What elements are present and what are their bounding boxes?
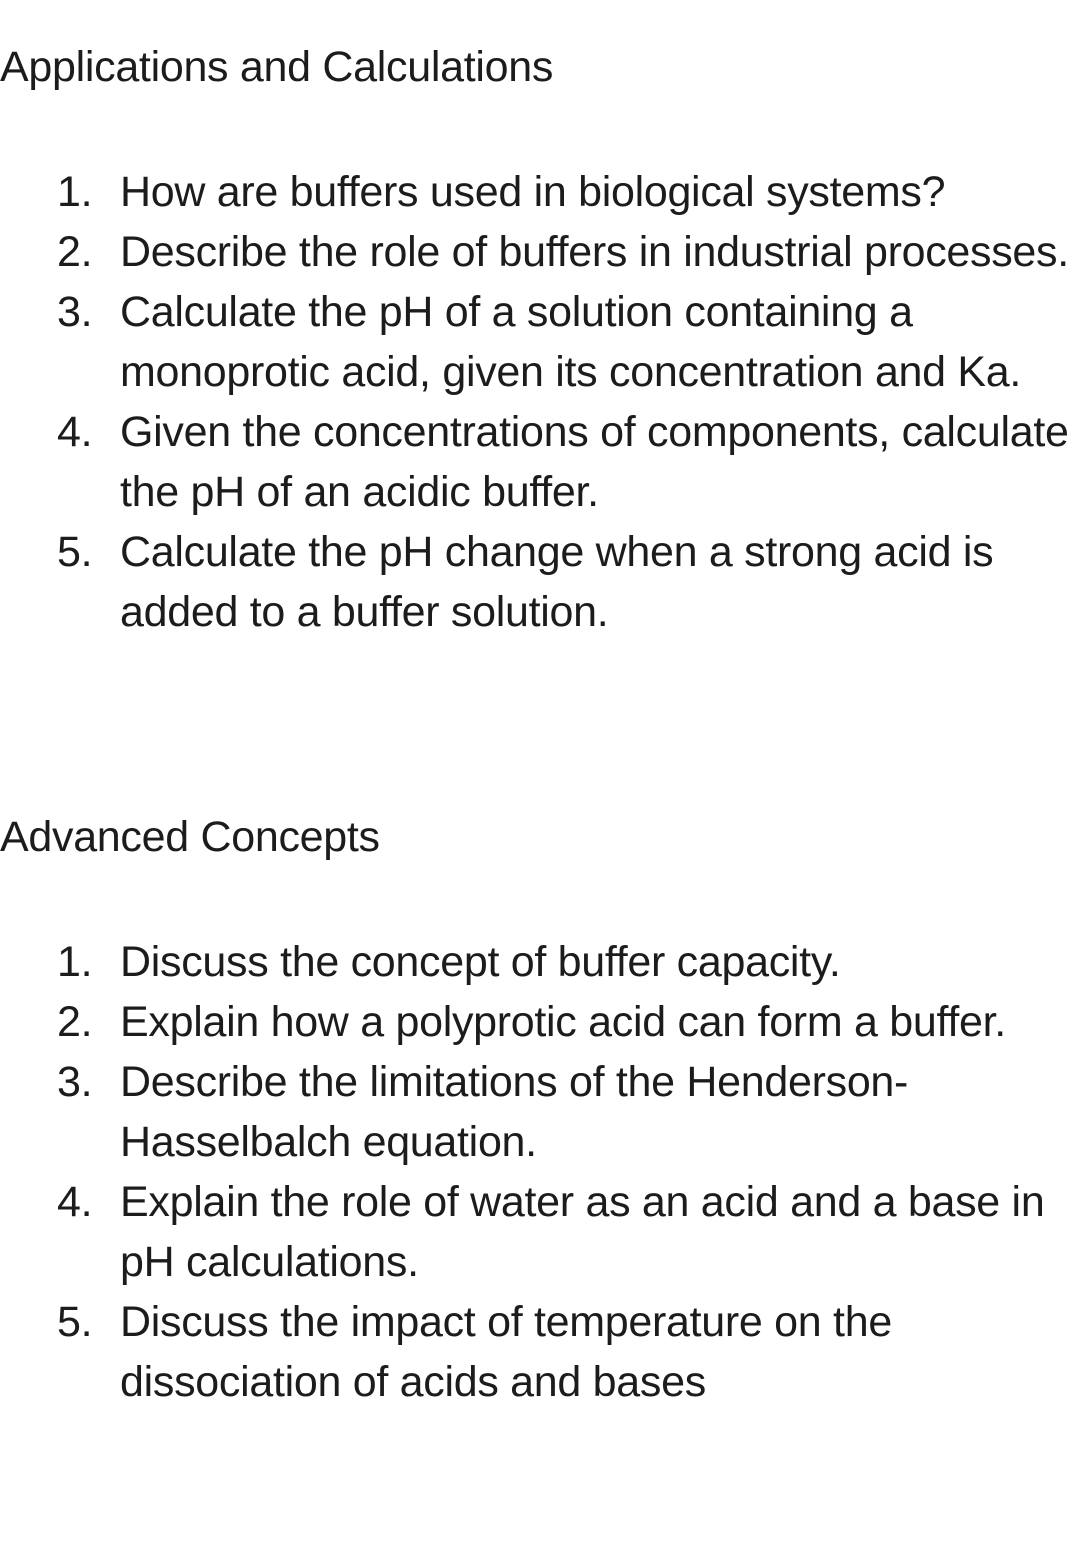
item-number: 1. [57,168,93,216]
item-number: 5. [57,528,93,576]
question-list [0,162,1073,642]
list-item [0,402,1073,522]
item-text: Describe the role of buffers in industrial processes. [120,228,1069,276]
item-number: 4. [57,1178,93,1226]
section-heading: Advanced Concepts [0,813,380,861]
item-text: Explain how a polyprotic acid can form a buffer. [120,998,1006,1046]
list-item [0,1292,1073,1412]
item-number: 1. [57,938,93,986]
list-item [0,992,1073,1052]
item-text: Given the concentrations of components, calculate the pH of an acidic buffer. [120,408,1069,516]
list-item [0,932,1073,992]
item-number: 2. [57,228,93,276]
item-number: 3. [57,288,93,336]
section-heading: Applications and Calculations [0,43,554,91]
item-text: Calculate the pH change when a strong acid is added to a buffer solution. [120,528,994,636]
question-list [0,932,1073,1412]
list-item [0,522,1073,642]
item-text: Discuss the concept of buffer capacity. [120,938,841,986]
section-advanced [0,808,1073,1412]
list-item [0,162,1073,222]
list-item [0,1172,1073,1292]
item-text: How are buffers used in biological systems? [120,168,946,216]
list-item [0,1052,1073,1172]
list-item [0,282,1073,402]
item-text: Calculate the pH of a solution containing a monoprotic acid, given its concentration and Ka. [120,288,1022,396]
section-applications [0,38,1073,642]
list-item [0,222,1073,282]
item-number: 5. [57,1298,93,1346]
item-text: Describe the limitations of the Henderson-Hasselbalch equation. [120,1058,909,1166]
item-number: 3. [57,1058,93,1106]
item-number: 2. [57,998,93,1046]
item-number: 4. [57,408,93,456]
item-text: Explain the role of water as an acid and a base in pH calculations. [120,1178,1045,1286]
item-text: Discuss the impact of temperature on the dissociation of acids and bases [120,1298,892,1406]
